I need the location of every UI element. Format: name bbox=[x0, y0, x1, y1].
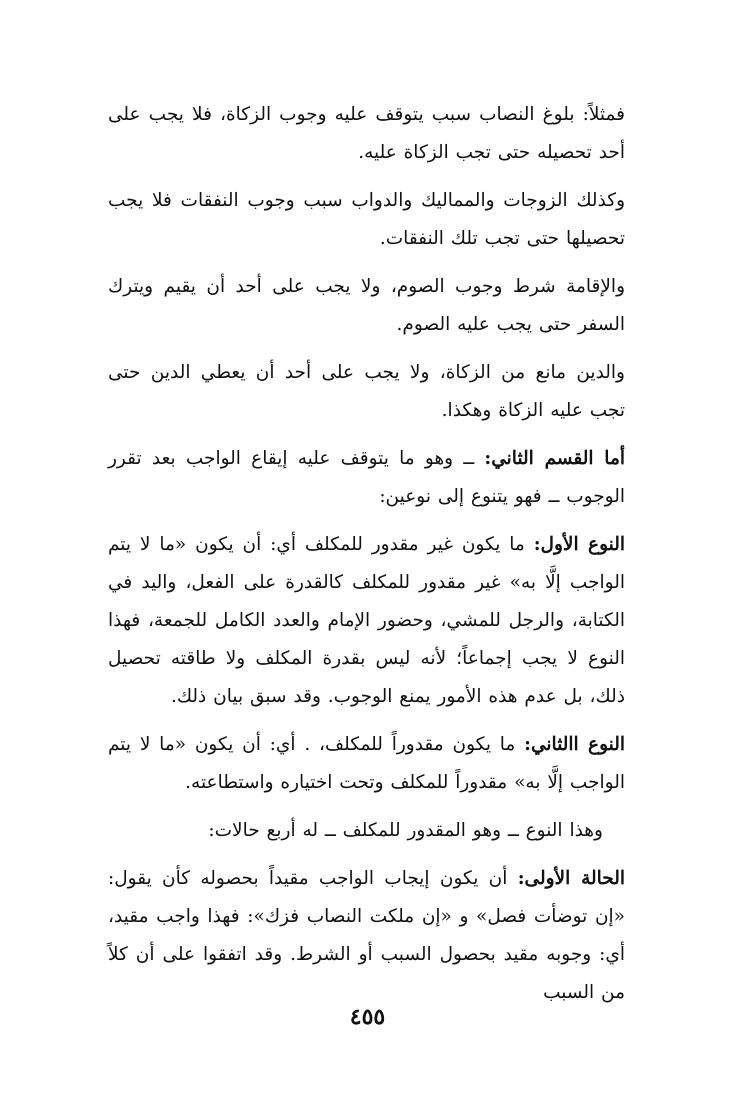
paragraph-text: وهذا النوع ــ وهو المقدور للمكلف ــ له أربع حالات: bbox=[208, 820, 603, 841]
paragraph-8 bbox=[0, 812, 735, 850]
paragraph-lead: الحالة الأولى: bbox=[517, 868, 625, 889]
paragraph-9 bbox=[0, 860, 735, 1012]
page-body bbox=[0, 96, 735, 1012]
paragraph-lead: النوع الأول: bbox=[533, 534, 626, 555]
paragraph-1 bbox=[0, 96, 735, 172]
paragraph-5 bbox=[0, 440, 735, 516]
paragraph-4 bbox=[0, 354, 735, 430]
paragraph-text: ما يكون غير مقدور للمكلف أي: أن يكون «ما لا يتم الواجب إلَّا به» غير مقدور للمكلف كالقدرة على الفعل، واليد في الكتابة، والرجل للمشي، وحضور الإمام والعدد الكامل للجمعة، فهذا النوع لا يجب إجماعاً؛ لأنه ليس بقدرة المكلف ولا طاقته تحصيل ذلك، بل عدم هذه الأمور يمنع الوجوب. وقد سبق بيان ذلك. bbox=[108, 534, 625, 707]
paragraph-text: وكذلك الزوجات والمماليك والدواب سبب وجوب النفقات فلا يجب تحصيلها حتى تجب تلك النفقات. bbox=[108, 190, 625, 249]
paragraph-lead: النوع االثاني: bbox=[524, 734, 626, 755]
paragraph-3 bbox=[0, 268, 735, 344]
paragraph-text: أن يكون إيجاب الواجب مقيداً بحصوله كأن يقول: «إن توضأت فصل» و «إن ملكت النصاب فزك»: فهذا واجب مقيد، أي: وجوبه مقيد بحصول السبب أو الشرط. وقد اتفقوا على أن كلاً من السبب bbox=[108, 868, 625, 1003]
paragraph-6 bbox=[0, 526, 735, 716]
paragraph-text: والإقامة شرط وجوب الصوم، ولا يجب على أحد أن يقيم ويترك السفر حتى يجب عليه الصوم. bbox=[108, 276, 625, 335]
paragraph-text: فمثلاً: بلوغ النصاب سبب يتوقف عليه وجوب الزكاة، فلا يجب على أحد تحصيله حتى تجب الزكاة عليه. bbox=[108, 104, 625, 163]
paragraph-text: ــ وهو ما يتوقف عليه إيقاع الواجب بعد تقرر الوجوب ــ فهو يتنوع إلى نوعين: bbox=[108, 448, 625, 507]
page-number: ٤٥٥ bbox=[349, 1004, 386, 1030]
paragraph-text: والدين مانع من الزكاة، ولا يجب على أحد أن يعطي الدين حتى تجب عليه الزكاة وهكذا. bbox=[108, 362, 625, 421]
paragraph-7 bbox=[0, 726, 735, 802]
paragraph-text: ما يكون مقدوراً للمكلف، . أي: أن يكون «ما لا يتم الواجب إلَّا به» مقدوراً للمكلف وتحت اختياره واستطاعته. bbox=[108, 734, 625, 793]
paragraph-lead: أما القسم الثاني: bbox=[484, 448, 625, 469]
paragraph-2 bbox=[0, 182, 735, 258]
